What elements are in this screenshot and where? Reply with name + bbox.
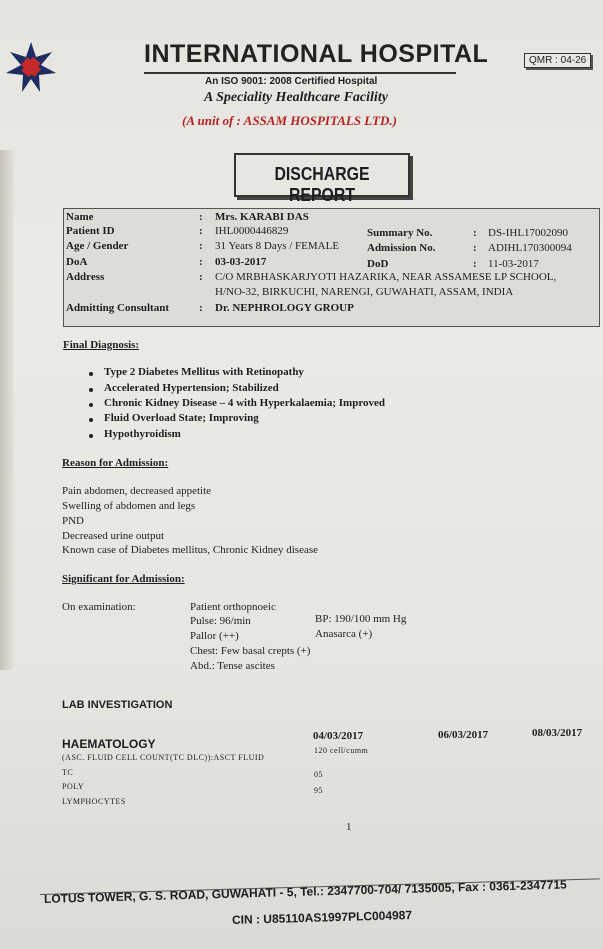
colon: :: [199, 271, 203, 283]
exam-finding: Patient orthopnoeic: [190, 601, 276, 613]
report-title: DISCHARGE REPORT: [274, 164, 370, 205]
bullet-icon: [89, 372, 93, 376]
diagnosis-item: Hypothyroidism: [104, 428, 181, 440]
address-label: Address: [66, 271, 105, 283]
dod-label: DoD: [367, 258, 389, 270]
page-fold-shadow: [0, 150, 14, 670]
haematology-heading: HAEMATOLOGY: [62, 737, 156, 751]
report-title-box: [234, 153, 410, 205]
discharge-date: 11-03-2017: [488, 258, 539, 270]
qmr-code: QMR : 04-26: [524, 53, 591, 68]
lab-heading: LAB INVESTIGATION: [62, 699, 173, 711]
hospital-name: INTERNATIONAL HOSPITAL: [144, 40, 489, 68]
diagnosis-item: Chronic Kidney Disease – 4 with Hyperkalaemia; Improved: [104, 397, 386, 409]
reason-line: PND: [62, 515, 85, 527]
doa-label: DoA: [66, 256, 88, 268]
reason-line: Pain abdomen, decreased appetite: [62, 485, 212, 497]
lab-test-value: 05: [314, 770, 323, 779]
colon: :: [473, 242, 477, 254]
consultant-name: Dr. NEPHROLOGY GROUP: [215, 302, 354, 314]
patient-id-label: Patient ID: [66, 225, 115, 237]
speciality-tagline: A Speciality Healthcare Facility: [204, 90, 388, 105]
lab-test-name: (ASC. FLUID CELL COUNT(TC DLC)):ASCT FLUID: [62, 753, 265, 762]
parent-company: (A unit of : ASSAM HOSPITALS LTD.): [182, 113, 397, 128]
star-cross-logo-icon: [4, 40, 58, 94]
bullet-icon: [89, 418, 93, 422]
patient-id: IHL0000446829: [215, 225, 289, 237]
bullet-icon: [89, 388, 93, 392]
colon: :: [199, 211, 203, 223]
consultant-label: Admitting Consultant: [66, 302, 169, 314]
examination-label: On examination:: [62, 601, 136, 613]
bullet-icon: [89, 434, 93, 438]
colon: :: [199, 302, 203, 314]
diagnosis-item: Accelerated Hypertension; Stabilized: [104, 382, 279, 394]
admission-number: ADIHL170300094: [488, 242, 572, 254]
address-line-1: C/O MRBHASKARJYOTI HAZARIKA, NEAR ASSAMESE LP SCHOOL,: [215, 271, 557, 283]
diagnosis-item: Type 2 Diabetes Mellitus with Retinopathy: [104, 366, 304, 378]
colon: :: [473, 227, 477, 239]
reason-line: Decreased urine output: [62, 530, 165, 542]
colon: :: [199, 225, 203, 237]
summary-label: Summary No.: [367, 227, 433, 239]
bullet-icon: [89, 403, 93, 407]
colon: :: [199, 240, 203, 252]
iso-certification: An ISO 9001: 2008 Certified Hospital: [205, 76, 378, 87]
lab-test-name: TC: [62, 768, 74, 777]
address-line-2: H/NO-32, BIRKUCHI, NARENGI, GUWAHATI, ASSAM, INDIA: [215, 286, 514, 298]
patient-age-gender: 31 Years 8 Days / FEMALE: [215, 240, 340, 252]
admission-label: Admission No.: [367, 242, 436, 254]
footer-cin: CIN : U85110AS1997PLC004987: [231, 907, 413, 927]
lab-date: 06/03/2017: [438, 729, 489, 741]
name-label: Name: [66, 211, 94, 223]
lab-test-name: LYMPHOCYTES: [62, 797, 126, 806]
lab-test-name: POLY: [62, 782, 85, 791]
page-number: 1: [346, 821, 352, 833]
exam-chest: Chest: Few basal crepts (+): [190, 645, 311, 657]
lab-test-value: 120 cell/cumm: [314, 746, 369, 755]
reason-line: Swelling of abdomen and legs: [62, 500, 196, 512]
exam-bp: BP: 190/100 mm Hg: [315, 613, 407, 625]
colon: :: [473, 258, 477, 270]
colon: :: [199, 256, 203, 268]
admission-date: 03-03-2017: [215, 256, 267, 268]
exam-pulse: Pulse: 96/min: [190, 615, 251, 627]
reason-heading: Reason for Admission:: [62, 457, 169, 469]
reason-line: Known case of Diabetes mellitus, Chronic Kidney disease: [62, 544, 318, 556]
diagnosis-item: Fluid Overload State; Improving: [104, 412, 259, 424]
exam-anasarca: Anasarca (+): [315, 628, 373, 640]
age-gender-label: Age / Gender: [66, 240, 129, 252]
lab-date: 08/03/2017: [532, 727, 583, 739]
hospital-name-underline: [144, 72, 456, 74]
summary-number: DS-IHL17002090: [488, 227, 569, 239]
exam-pallor: Pallor (++): [190, 630, 239, 642]
patient-name: Mrs. KARABI DAS: [215, 211, 309, 223]
significant-heading: Significant for Admission:: [62, 573, 185, 585]
lab-test-value: 95: [314, 786, 323, 795]
final-diagnosis-heading: Final Diagnosis:: [63, 339, 140, 351]
lab-date: 04/03/2017: [313, 730, 364, 742]
exam-abdomen: Abd.: Tense ascites: [190, 660, 275, 672]
footer-address: LOTUS TOWER, G. S. ROAD, GUWAHATI - 5, Tel.: 2347700-704/ 7135005, Fax : 0361-2347715: [43, 877, 567, 906]
